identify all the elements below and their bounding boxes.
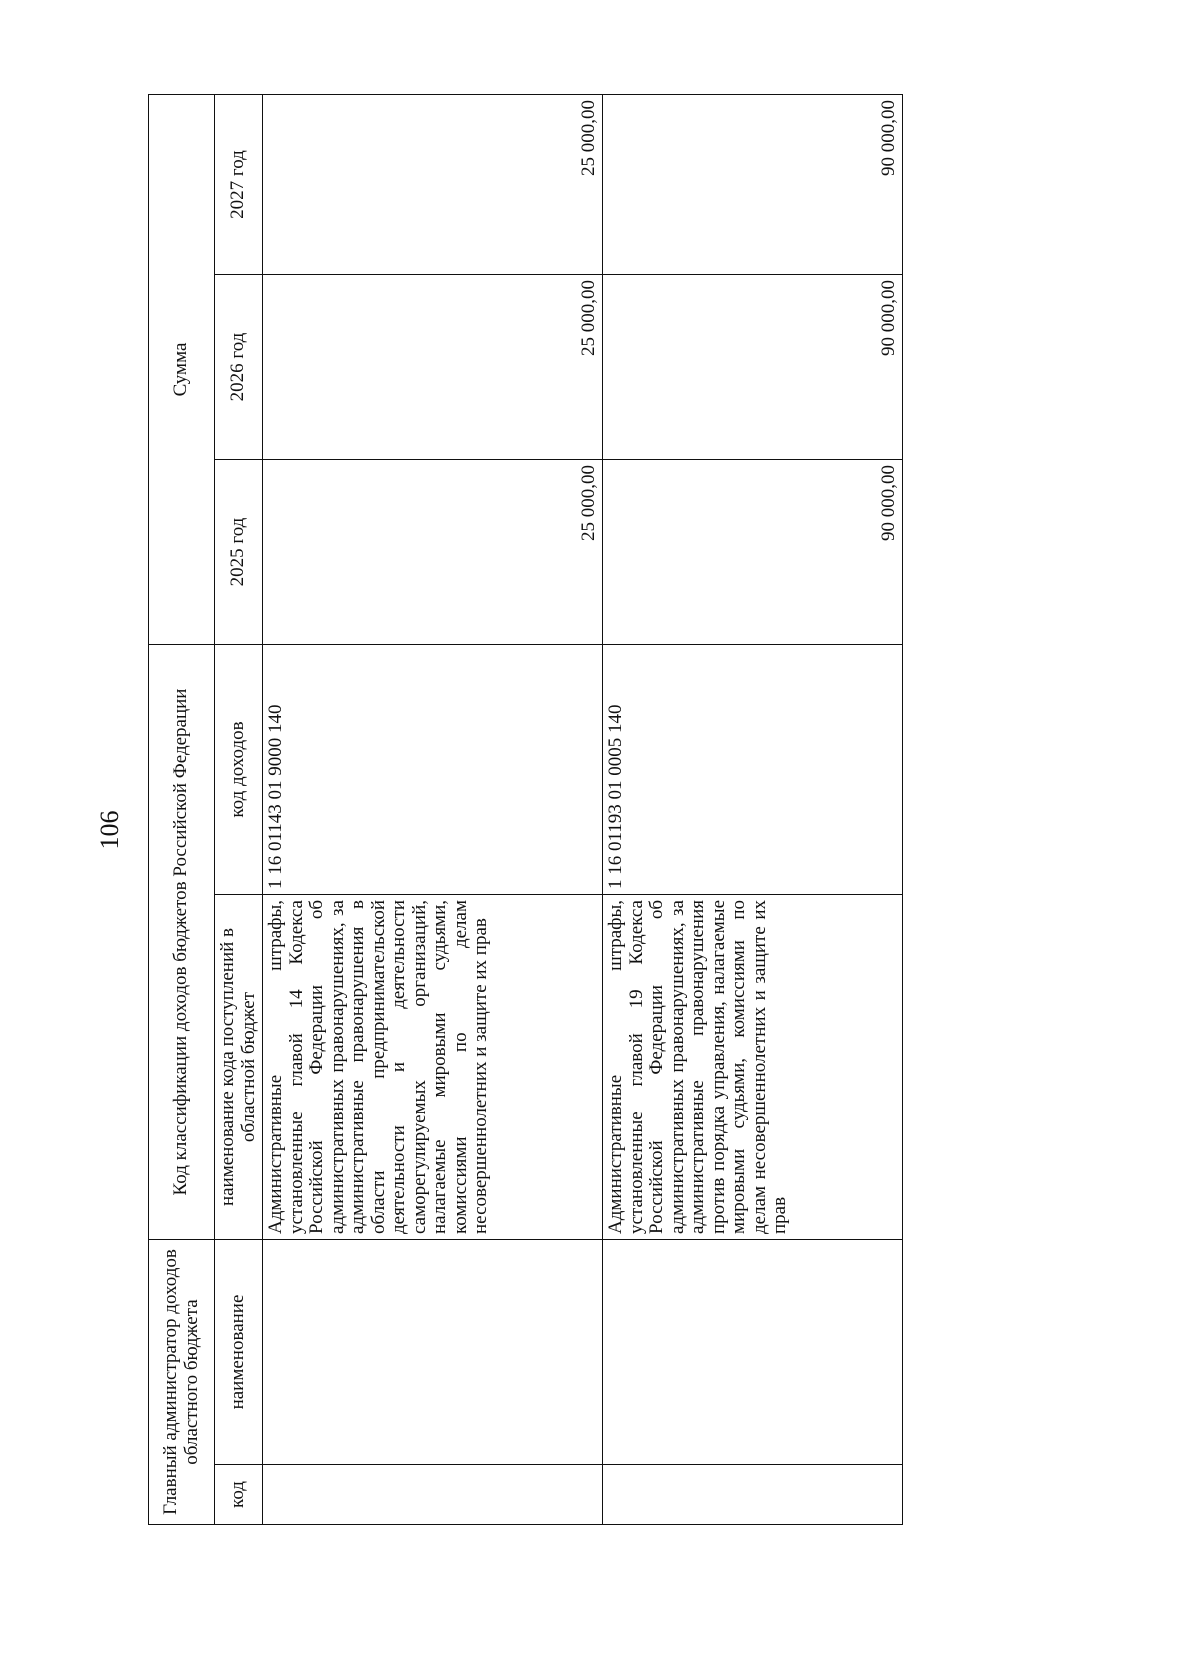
row-income-description: Административные штрафы, установленные главой 19 Кодекса Российской Федерации об административных правонарушениях, за административные правонарушения против порядка управления, налагаемые мировыми судьями, комиссиями по делам несовершеннолетних и защите их прав xyxy=(603,895,903,1240)
header-classification-group: Код классификации доходов бюджетов Российской Федерации xyxy=(149,645,215,1240)
row-amount-2027: 25 000,00 xyxy=(263,94,603,274)
row-amount-2026: 25 000,00 xyxy=(263,275,603,460)
header-year-2026: 2026 год xyxy=(215,275,263,460)
header-admin-group: Главный администратор доходов областного бюджета xyxy=(149,1240,215,1525)
row-admin-code xyxy=(263,1465,603,1525)
row-income-code: 1 16 01193 01 0005 140 xyxy=(603,645,903,895)
table-row xyxy=(603,94,903,1524)
page-number: 106 xyxy=(95,810,124,850)
header-year-2025: 2025 год xyxy=(215,460,263,645)
income-table-sheet xyxy=(148,95,918,1525)
row-amount-2026: 90 000,00 xyxy=(603,275,903,460)
row-admin-name xyxy=(263,1240,603,1465)
header-income-name: наименование кода поступлений в областной бюджет xyxy=(215,895,263,1240)
income-classification-table xyxy=(148,94,903,1525)
row-admin-name xyxy=(603,1240,903,1465)
header-year-2027: 2027 год xyxy=(215,94,263,274)
row-income-code: 1 16 01143 01 9000 140 xyxy=(263,645,603,895)
row-amount-2027: 90 000,00 xyxy=(603,94,903,274)
row-income-description: Административные штрафы, установленные главой 14 Кодекса Российской Федерации об административных правонарушениях, за административные правонарушения в области предпринимательской деятельности и деятельности саморегулируемых организаций, налагаемые мировыми судьями, комиссиями по делам несовершеннолетних и защите их прав xyxy=(263,895,603,1240)
table-row xyxy=(263,94,603,1524)
header-row-groups xyxy=(149,94,215,1524)
income-table-rotated xyxy=(148,95,918,1525)
header-admin-code: код xyxy=(215,1465,263,1525)
row-admin-code xyxy=(603,1465,903,1525)
header-income-code: код доходов xyxy=(215,645,263,895)
header-admin-name: наименование xyxy=(215,1240,263,1465)
row-amount-2025: 90 000,00 xyxy=(603,460,903,645)
header-row-columns xyxy=(215,94,263,1524)
row-amount-2025: 25 000,00 xyxy=(263,460,603,645)
header-sum-group: Сумма xyxy=(149,94,215,644)
